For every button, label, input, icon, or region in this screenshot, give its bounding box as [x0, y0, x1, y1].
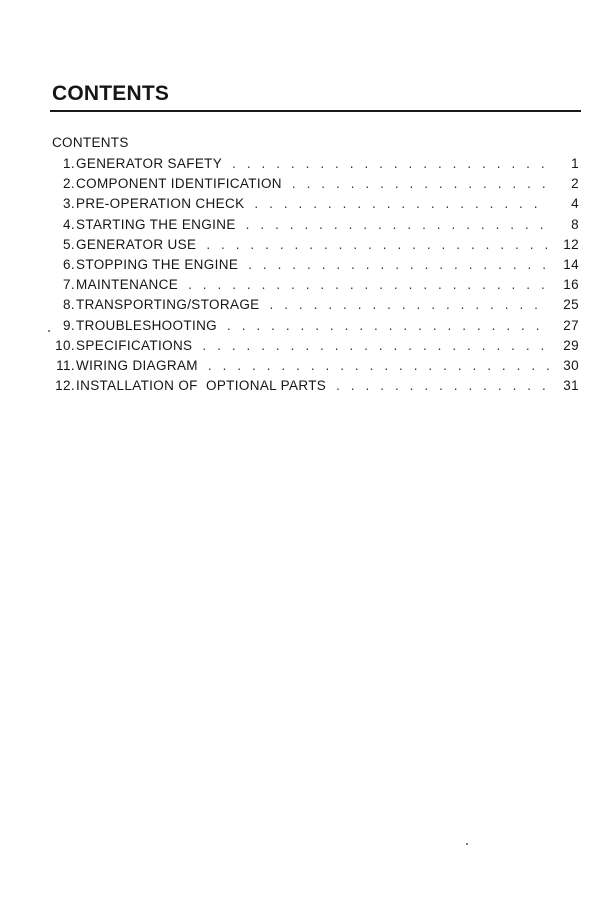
toc-entry-number: 12.	[55, 378, 75, 394]
toc-entry-number: 3.	[63, 196, 75, 212]
toc-entry-specifications[interactable]	[45, 336, 579, 356]
dot-leader	[206, 235, 549, 255]
toc-entry-page: 16	[563, 277, 579, 293]
toc-entry-pre-operation-check[interactable]	[45, 194, 579, 214]
scan-speck	[48, 330, 50, 332]
toc-entry-troubleshooting[interactable]	[45, 316, 579, 336]
heading-rule	[50, 110, 581, 112]
toc-entry-title: TRANSPORTING/STORAGE	[76, 297, 260, 313]
toc-entry-page: 2	[571, 176, 579, 192]
toc-entry-number: 8.	[63, 297, 75, 313]
dot-leader	[248, 255, 549, 275]
toc-entry-starting-the-engine[interactable]	[45, 215, 579, 235]
dot-leader	[292, 174, 549, 194]
toc-entry-number: 5.	[63, 236, 75, 252]
toc-entry-page: 27	[563, 317, 579, 333]
toc-entry-number: 6.	[63, 256, 75, 272]
toc-entry-page: 30	[563, 357, 579, 373]
toc-entry-title: GENERATOR SAFETY	[76, 156, 223, 171]
toc-entry-number: 4.	[63, 216, 75, 232]
toc-entry-title: TROUBLESHOOTING	[76, 317, 218, 333]
toc-entry-component-identification[interactable]	[45, 174, 579, 194]
dot-leader	[232, 154, 549, 174]
toc-entry-generator-safety[interactable]	[45, 154, 579, 174]
dot-leader	[202, 336, 549, 356]
scan-speck	[466, 843, 468, 845]
toc-entry-page: 31	[563, 378, 579, 394]
toc-entry-page: 14	[563, 256, 579, 272]
toc-heading: CONTENTS	[52, 135, 129, 150]
toc-entry-title: COMPONENT IDENTIFICATION	[76, 176, 282, 192]
toc-entry-number: 1.	[63, 156, 75, 171]
toc-entry-page: 29	[563, 337, 579, 353]
dot-leader	[254, 194, 549, 214]
toc-entry-title: INSTALLATION OF OPTIONAL PARTS	[76, 378, 327, 394]
toc-entry-page: 1	[571, 156, 579, 171]
toc-entry-number: 7.	[63, 277, 75, 293]
dot-leader	[227, 316, 549, 336]
toc-entry-wiring-diagram[interactable]	[45, 356, 579, 376]
toc-entry-title: STOPPING THE ENGINE	[76, 256, 239, 272]
toc-entry-page: 12	[563, 236, 579, 252]
toc-entry-installation-of-optional-parts[interactable]	[45, 376, 579, 396]
toc-entry-page: 4	[571, 196, 579, 212]
toc-entry-number: 9.	[63, 317, 75, 333]
dot-leader	[336, 376, 549, 396]
table-of-contents	[45, 154, 579, 396]
toc-entry-title: SPECIFICATIONS	[76, 337, 193, 353]
toc-entry-title: GENERATOR USE	[76, 236, 197, 252]
toc-entry-title: MAINTENANCE	[76, 277, 179, 293]
toc-entry-title: WIRING DIAGRAM	[76, 357, 198, 373]
toc-entry-page: 8	[571, 216, 579, 232]
toc-entry-title: STARTING THE ENGINE	[76, 216, 236, 232]
dot-leader	[270, 295, 549, 315]
toc-entry-maintenance[interactable]	[45, 275, 579, 295]
dot-leader	[246, 215, 549, 235]
dot-leader	[208, 356, 549, 376]
toc-entry-number: 10.	[55, 337, 75, 353]
page-title: CONTENTS	[52, 82, 170, 105]
toc-entry-stopping-the-engine[interactable]	[45, 255, 579, 275]
toc-entry-number: 2.	[63, 176, 75, 192]
toc-entry-generator-use[interactable]	[45, 235, 579, 255]
toc-entry-title: PRE-OPERATION CHECK	[76, 196, 245, 212]
dot-leader	[188, 275, 549, 295]
toc-entry-transporting-storage[interactable]	[45, 295, 579, 315]
toc-entry-number: 11.	[56, 357, 75, 373]
toc-entry-page: 25	[563, 297, 579, 313]
